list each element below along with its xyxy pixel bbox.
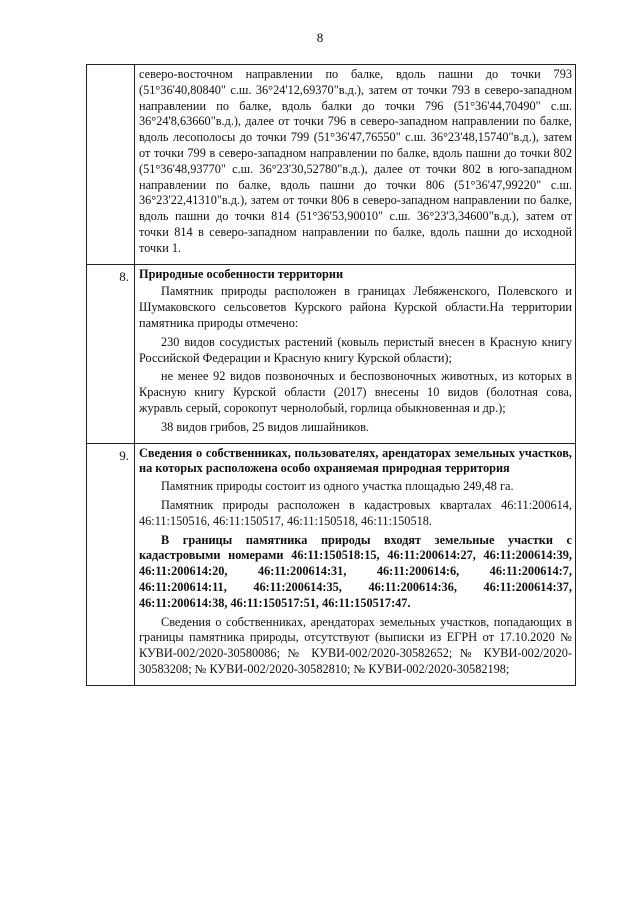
paragraph: Сведения о собственниках, арендаторах земельных участков, попадающих в границы памятника природы, отсутствуют (выписки из ЕГРН от 17.10.2020 № КУВИ-002/2020-30580086; № КУВИ-002/2020-30582652; № КУВИ-002/2020-30583208; № КУВИ-002/2020-30582810; № КУВИ-002/2020-30582198;	[139, 614, 572, 676]
paragraph: Памятник природы состоит из одного участка площадью 249,48 га.	[161, 479, 514, 494]
paragraph: Памятник природы расположен в кадастровых кварталах 46:11:200614, 46:11:150516, 46:11:150517, 46:11:150518, 46:11:150518.	[139, 497, 572, 528]
paragraph: 38 видов грибов, 25 видов лишайников.	[161, 419, 369, 434]
paragraph: не менее 92 видов позвоночных и беспозвоночных животных, из которых в Красную книгу Курской области (2017) внесены 10 видов (болотная сова, журавль серый, сорокопут чернолобый, горлица обыкновенная и др.);	[139, 369, 572, 415]
section-heading: Природные особенности территории	[139, 266, 344, 281]
document-table	[86, 64, 576, 686]
boundary-description: северо-восточном направлении по балке, вдоль пашни до точки 793 (51°36'40,80840" с.ш. 36°24'12,69370"в.д.), затем от точки 793 в северо-западном направлении по балке, вдоль балки до точки 796 (51°36'44,70490" с.ш. 36°24'8,63660"в.д.), далее от точки 796 в северо-западном направлении по балке, вдоль лесополосы до точки 799 (51°36'47,76550" с.ш. 36°23'48,15740"в.д.), затем от точки 799 в северо-западном направлении по балке, вдоль пашни до точки 802 (51°36'48,93770" с.ш. 36°23'30,52780"в.д.), далее от точки 802 в юго-западном направлении по балке, вдоль пашни до точки 806 (51°36'47,99220" с.ш. 36°23'22,41310"в.д.), затем от точки 806 в северо-западном направлении по балке, вдоль пашни до точки 814 (51°36'53,90010" с.ш. 36°23'3,34600"в.д.), затем от точки 814 в северо-западном направлении по балке, вдоль пашни до исходной точки 1.	[139, 67, 572, 255]
table-row	[87, 443, 576, 685]
table-row	[87, 65, 576, 265]
paragraph: 230 видов сосудистых растений (ковыль перистый внесен в Красную книгу Российской Федерации и Красную книгу Курской области);	[139, 334, 572, 365]
paragraph: В границы памятника природы входят земельные участки с кадастровыми номерами 46:11:150518:15, 46:11:200614:27, 46:11:200614:39, 46:11:200614:20, 46:11:200614:31, 46:11:200614:6, 46:11:200614:7, 46:11:200614:11, 46:11:200614:35, 46:11:200614:36, 46:11:200614:37, 46:11:200614:38, 46:11:150517:51, 46:11:150517:47.	[139, 532, 572, 610]
section-heading: Сведения о собственниках, пользователях, арендаторах земельных участков, на которых расположена особо охраняемая природная территория	[139, 445, 572, 476]
row-content	[135, 65, 576, 265]
page-number: 8	[316, 30, 324, 45]
paragraph: Памятник природы расположен в границах Лебяженского, Полевского и Шумаковского сельсоветов Курского района Курской области.На территории памятника природы отмечено:	[139, 284, 572, 330]
row-content	[135, 443, 576, 685]
row-content	[135, 264, 576, 443]
table-row	[87, 264, 576, 443]
row-number: 9.	[87, 443, 135, 685]
row-number	[87, 65, 135, 265]
row-number: 8.	[87, 264, 135, 443]
